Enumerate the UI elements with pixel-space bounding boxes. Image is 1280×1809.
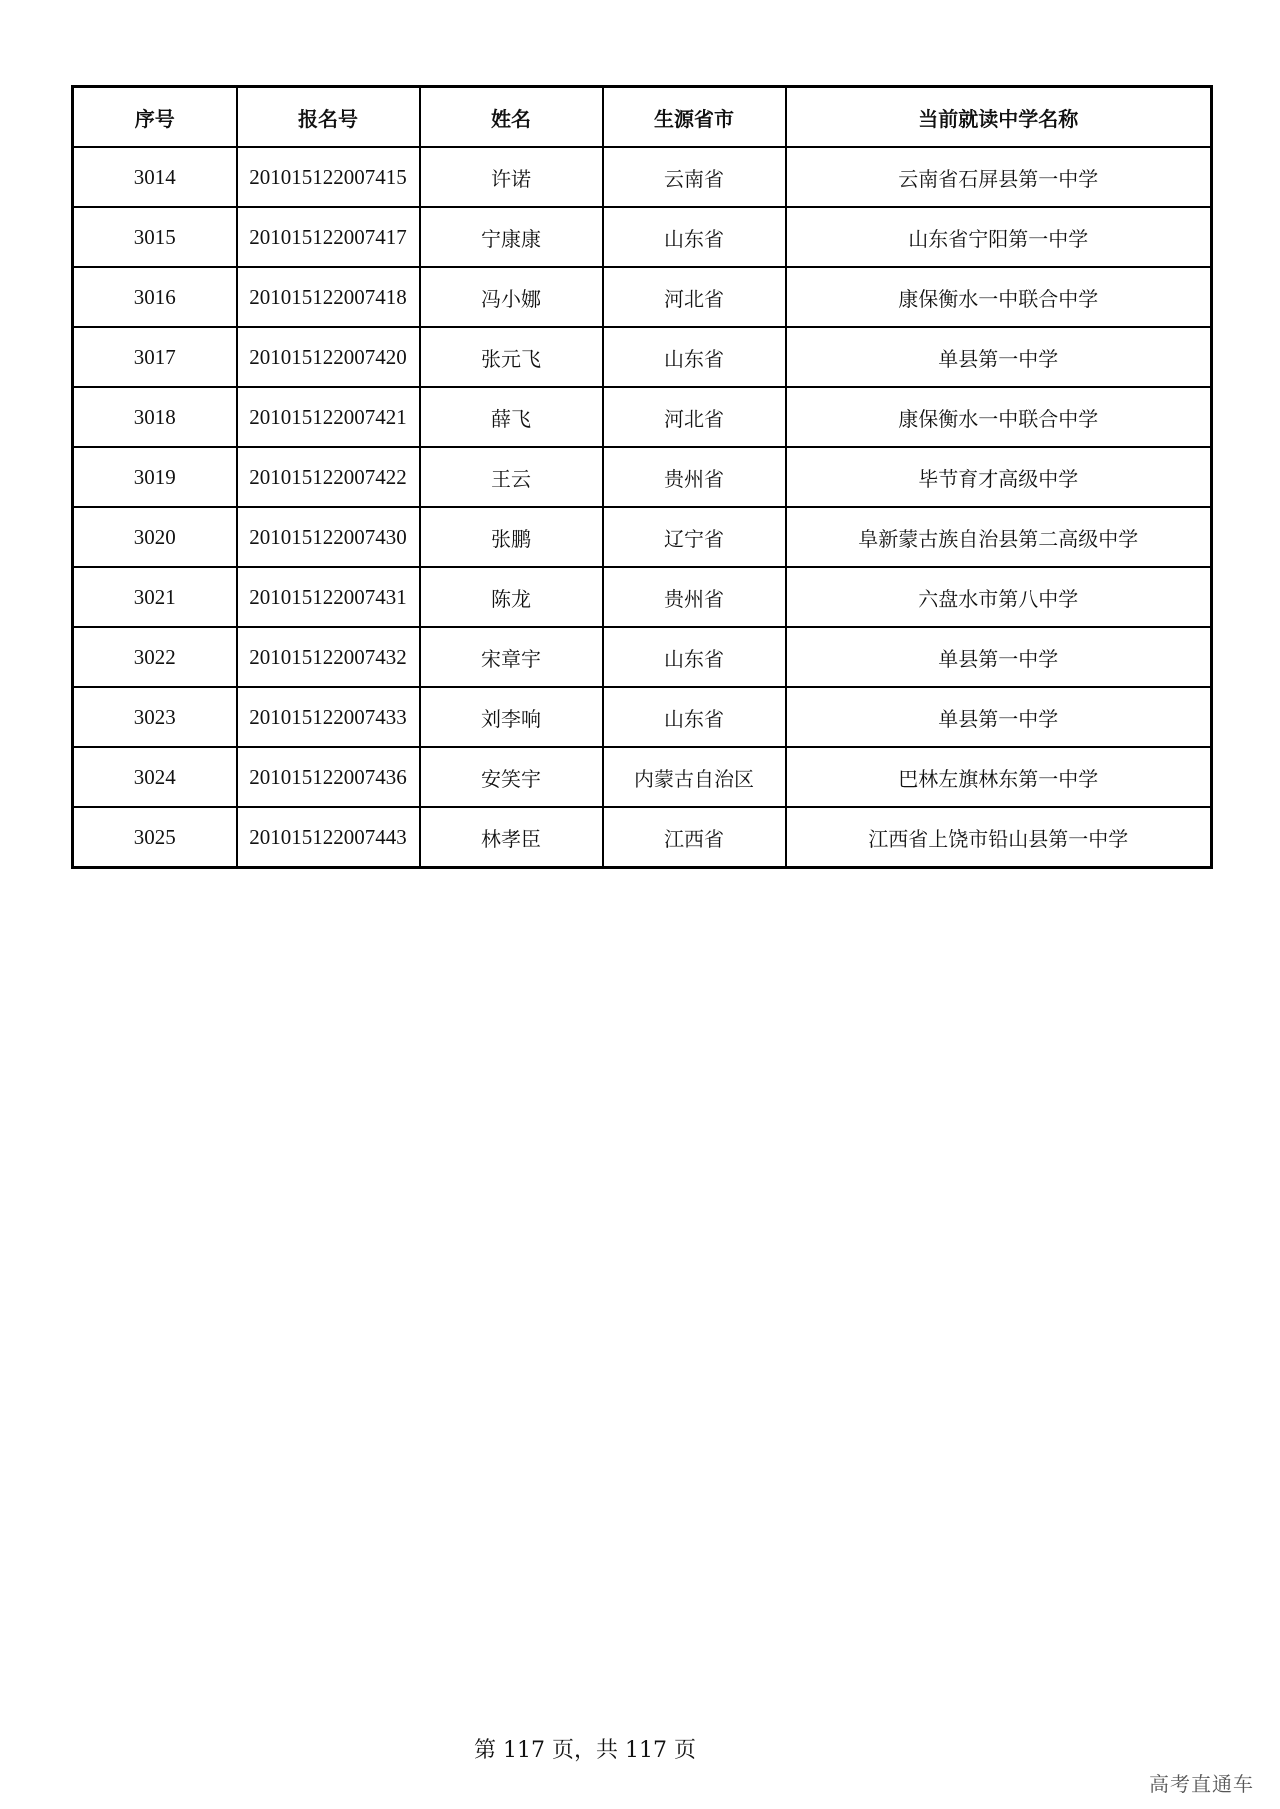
header-school: 当前就读中学名称	[786, 87, 1212, 148]
cell-school: 单县第一中学	[786, 627, 1212, 687]
cell-school: 江西省上饶市铅山县第一中学	[786, 807, 1212, 868]
cell-school: 康保衡水一中联合中学	[786, 387, 1212, 447]
cell-registration-number: 201015122007417	[237, 207, 420, 267]
cell-province: 贵州省	[603, 567, 786, 627]
cell-seq: 3023	[73, 687, 237, 747]
cell-province: 河北省	[603, 387, 786, 447]
cell-registration-number: 201015122007436	[237, 747, 420, 807]
cell-name: 张鹏	[420, 507, 603, 567]
cell-name: 陈龙	[420, 567, 603, 627]
table-row	[73, 267, 1212, 327]
cell-registration-number: 201015122007415	[237, 147, 420, 207]
cell-registration-number: 201015122007433	[237, 687, 420, 747]
table-row	[73, 147, 1212, 207]
table-row	[73, 327, 1212, 387]
cell-province: 江西省	[603, 807, 786, 868]
cell-seq: 3022	[73, 627, 237, 687]
cell-school: 单县第一中学	[786, 327, 1212, 387]
header-seq: 序号	[73, 87, 237, 148]
cell-registration-number: 201015122007422	[237, 447, 420, 507]
cell-province: 河北省	[603, 267, 786, 327]
cell-school: 巴林左旗林东第一中学	[786, 747, 1212, 807]
cell-name: 冯小娜	[420, 267, 603, 327]
cell-school: 山东省宁阳第一中学	[786, 207, 1212, 267]
cell-name: 刘李响	[420, 687, 603, 747]
cell-name: 张元飞	[420, 327, 603, 387]
table-row	[73, 447, 1212, 507]
table-row	[73, 207, 1212, 267]
cell-school: 云南省石屏县第一中学	[786, 147, 1212, 207]
cell-school: 阜新蒙古族自治县第二高级中学	[786, 507, 1212, 567]
cell-registration-number: 201015122007431	[237, 567, 420, 627]
cell-name: 王云	[420, 447, 603, 507]
cell-seq: 3021	[73, 567, 237, 627]
cell-name: 许诺	[420, 147, 603, 207]
cell-province: 内蒙古自治区	[603, 747, 786, 807]
cell-seq: 3016	[73, 267, 237, 327]
page-number-footer: 第 117 页，共 117 页	[474, 1738, 696, 1763]
cell-province: 云南省	[603, 147, 786, 207]
cell-name: 宁康康	[420, 207, 603, 267]
cell-province: 山东省	[603, 687, 786, 747]
cell-seq: 3024	[73, 747, 237, 807]
header-name: 姓名	[420, 87, 603, 148]
table-header	[73, 87, 1212, 148]
cell-registration-number: 201015122007432	[237, 627, 420, 687]
cell-province: 山东省	[603, 627, 786, 687]
cell-registration-number: 201015122007430	[237, 507, 420, 567]
cell-seq: 3019	[73, 447, 237, 507]
cell-seq: 3015	[73, 207, 237, 267]
table-row	[73, 627, 1212, 687]
header-row	[73, 87, 1212, 148]
cell-school: 康保衡水一中联合中学	[786, 267, 1212, 327]
cell-school: 毕节育才高级中学	[786, 447, 1212, 507]
cell-province: 贵州省	[603, 447, 786, 507]
cell-registration-number: 201015122007420	[237, 327, 420, 387]
watermark-logo-text: 高考直通车	[1149, 1772, 1254, 1796]
cell-seq: 3025	[73, 807, 237, 868]
table-body	[73, 147, 1212, 868]
table-row	[73, 387, 1212, 447]
cell-province: 辽宁省	[603, 507, 786, 567]
cell-seq: 3014	[73, 147, 237, 207]
cell-province: 山东省	[603, 327, 786, 387]
table-row	[73, 567, 1212, 627]
table-row	[73, 687, 1212, 747]
cell-seq: 3018	[73, 387, 237, 447]
cell-province: 山东省	[603, 207, 786, 267]
cell-school: 单县第一中学	[786, 687, 1212, 747]
cell-name: 宋章宇	[420, 627, 603, 687]
cell-school: 六盘水市第八中学	[786, 567, 1212, 627]
cell-seq: 3017	[73, 327, 237, 387]
cell-name: 安笑宇	[420, 747, 603, 807]
header-registration-number: 报名号	[237, 87, 420, 148]
cell-registration-number: 201015122007418	[237, 267, 420, 327]
table-row	[73, 507, 1212, 567]
student-roster-table	[71, 85, 1213, 869]
cell-name: 薛飞	[420, 387, 603, 447]
cell-seq: 3020	[73, 507, 237, 567]
cell-registration-number: 201015122007421	[237, 387, 420, 447]
table-row	[73, 807, 1212, 868]
cell-name: 林孝臣	[420, 807, 603, 868]
table-row	[73, 747, 1212, 807]
header-province: 生源省市	[603, 87, 786, 148]
cell-registration-number: 201015122007443	[237, 807, 420, 868]
